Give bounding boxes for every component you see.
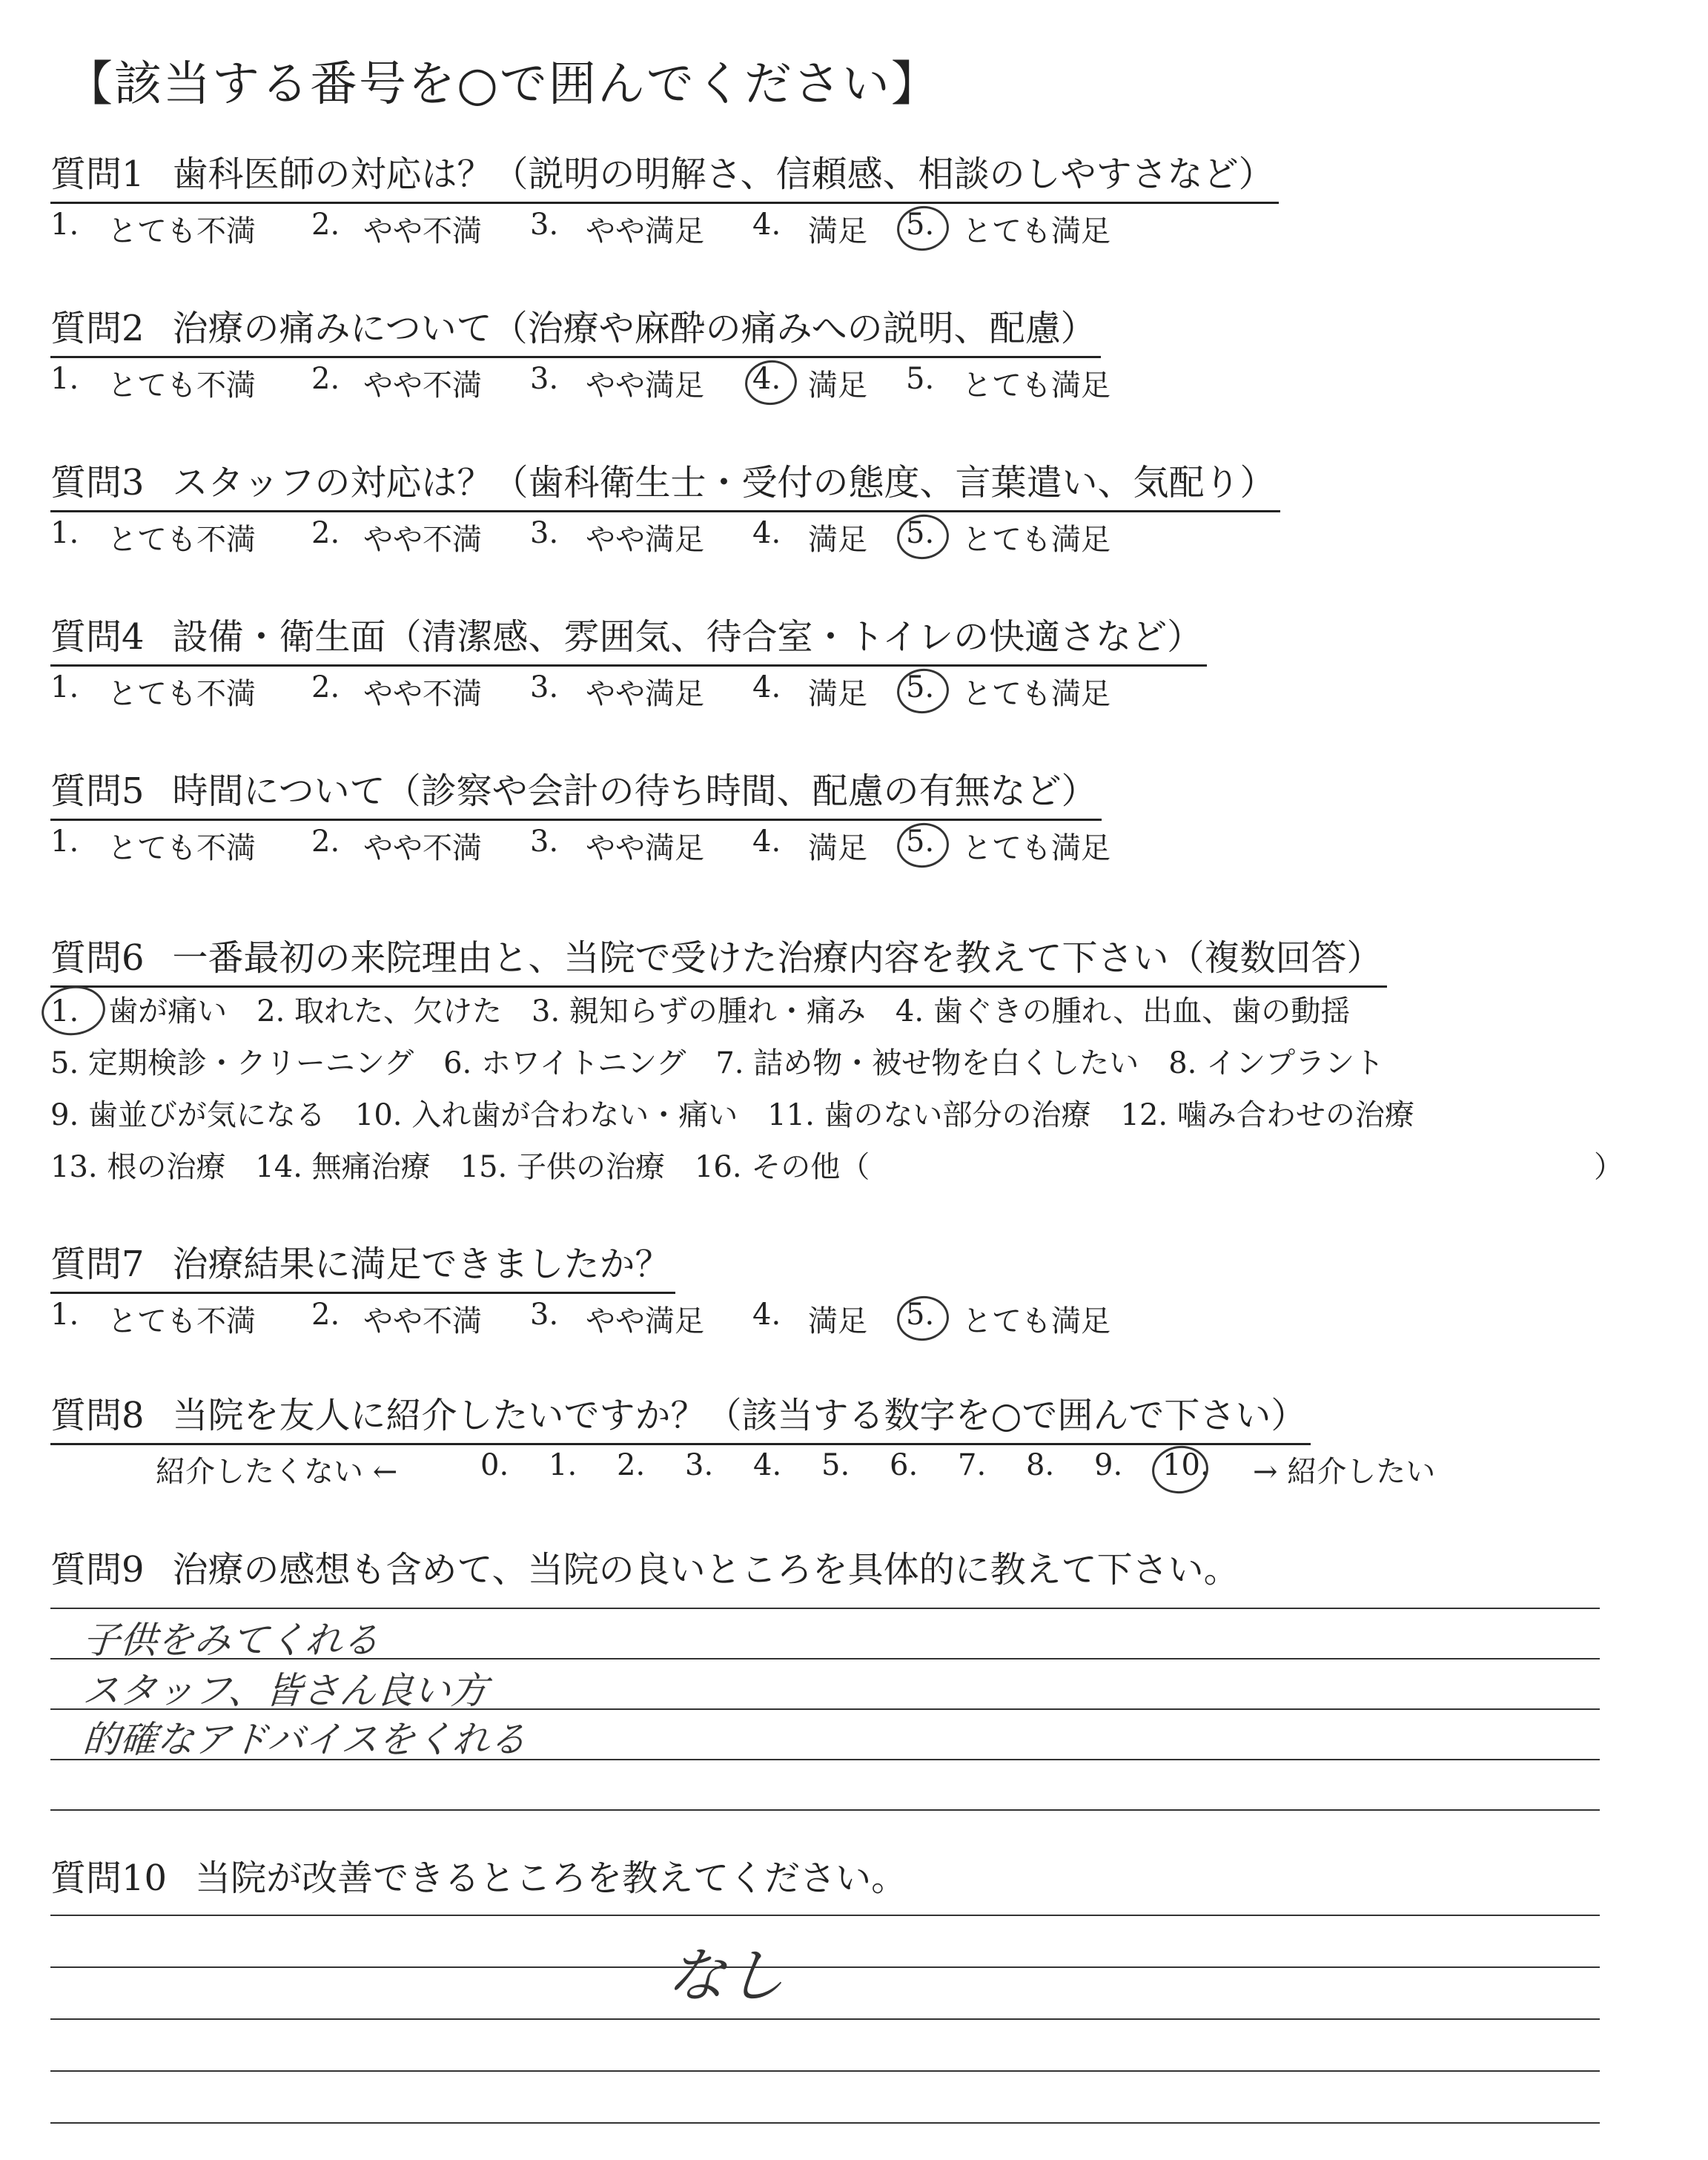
selected-circle bbox=[894, 1292, 952, 1344]
question-title: 質問7 治療結果に満足できましたか？ bbox=[50, 1237, 675, 1294]
rating-option: やや満足 bbox=[586, 677, 704, 711]
scale-left-label: 紹介したくない ← bbox=[156, 1455, 398, 1489]
rating-option: やや不満 bbox=[363, 214, 482, 248]
scale-number: 9. bbox=[1094, 1448, 1123, 1482]
rating-option: やや不満 bbox=[363, 369, 482, 403]
scale-number: 7. bbox=[958, 1448, 987, 1482]
rating-option: 4. bbox=[752, 1298, 781, 1332]
rating-option: 満足 bbox=[808, 831, 867, 865]
question-8 bbox=[50, 1388, 1311, 1445]
rating-option: とても不満 bbox=[107, 1304, 256, 1338]
rating-option: 満足 bbox=[808, 1304, 867, 1338]
question-1 bbox=[50, 147, 1279, 204]
rating-option: 3. bbox=[530, 362, 559, 396]
answer-line bbox=[50, 1608, 1600, 1609]
rating-option: とても不満 bbox=[107, 523, 256, 557]
rating-option: とても満足 bbox=[962, 214, 1110, 248]
answer-line bbox=[50, 1915, 1600, 1916]
selected-circle bbox=[894, 202, 952, 254]
question-title: 質問3 スタッフの対応は？（歯科衛生士・受付の態度、言葉遣い、気配り） bbox=[50, 455, 1280, 512]
rating-option: 4. bbox=[752, 208, 781, 242]
rating-option: やや満足 bbox=[586, 523, 704, 557]
scale-number: 6. bbox=[890, 1448, 918, 1482]
scale-number: 5. bbox=[821, 1448, 850, 1482]
rating-option: やや不満 bbox=[363, 831, 482, 865]
rating-option: 4. bbox=[752, 362, 781, 396]
question-3 bbox=[50, 455, 1280, 512]
rating-option: とても満足 bbox=[962, 369, 1110, 403]
rating-option: 2. bbox=[311, 670, 340, 704]
scale-number: 1. bbox=[549, 1448, 577, 1482]
q6-option-line: 9. 歯並びが気になる 10. 入れ歯が合わない・痛い 11. 歯のない部分の治療 12. 噛み合わせの治療 bbox=[50, 1098, 1414, 1132]
question-title: 質問6 一番最初の来院理由と、当院で受けた治療内容を教えて下さい（複数回答） bbox=[50, 931, 1387, 988]
rating-option: とても不満 bbox=[107, 677, 256, 711]
rating-option: やや不満 bbox=[363, 523, 482, 557]
rating-option: 満足 bbox=[808, 523, 867, 557]
question-title: 質問5 時間について（診察や会計の待ち時間、配慮の有無など） bbox=[50, 764, 1102, 821]
q6-option-line: 1. 歯が痛い 2. 取れた、欠けた 3. 親知らずの腫れ・痛み 4. 歯ぐきの腫れ、出血、歯の動揺 bbox=[50, 994, 1351, 1028]
question-title: 質問10 当院が改善できるところを教えてください。 bbox=[50, 1857, 907, 1899]
scale-number: 3. bbox=[685, 1448, 714, 1482]
rating-option: 3. bbox=[530, 208, 559, 242]
rating-option: やや不満 bbox=[363, 1304, 482, 1338]
rating-option: 5. bbox=[906, 1298, 935, 1332]
question-7 bbox=[50, 1237, 675, 1294]
rating-option: 2. bbox=[311, 825, 340, 859]
rating-option: やや満足 bbox=[586, 831, 704, 865]
rating-option: とても満足 bbox=[962, 1304, 1110, 1338]
question-9 bbox=[50, 1542, 1239, 1597]
question-title: 質問2 治療の痛みについて（治療や麻酔の痛みへの説明、配慮） bbox=[50, 301, 1101, 358]
question-10 bbox=[50, 1851, 907, 1906]
rating-option: 4. bbox=[752, 670, 781, 704]
selected-circle bbox=[742, 357, 800, 408]
rating-option: やや満足 bbox=[586, 1304, 704, 1338]
page-title: 【該当する番号を○で囲んでください】 bbox=[65, 57, 940, 112]
rating-option: 5. bbox=[906, 208, 935, 242]
selected-circle bbox=[894, 511, 952, 562]
rating-option: 1. bbox=[50, 1298, 79, 1332]
rating-option: 2. bbox=[311, 516, 340, 550]
rating-option: 1. bbox=[50, 362, 79, 396]
rating-option: とても不満 bbox=[107, 831, 256, 865]
answer-line bbox=[50, 2018, 1600, 2020]
rating-option: 5. bbox=[906, 825, 935, 859]
question-4 bbox=[50, 610, 1207, 667]
scale-number: 10. bbox=[1162, 1448, 1210, 1482]
rating-option: 2. bbox=[311, 1298, 340, 1332]
rating-option: 3. bbox=[530, 1298, 559, 1332]
answer-line bbox=[50, 1966, 1600, 1968]
scale-right-label: → 紹介したい bbox=[1253, 1455, 1436, 1489]
question-title: 質問9 治療の感想も含めて、当院の良いところを具体的に教えて下さい。 bbox=[50, 1549, 1239, 1591]
rating-option: 1. bbox=[50, 670, 79, 704]
rating-option: 2. bbox=[311, 362, 340, 396]
rating-option: 4. bbox=[752, 516, 781, 550]
selected-circle bbox=[894, 665, 952, 716]
rating-option: 1. bbox=[50, 208, 79, 242]
rating-option: とても満足 bbox=[962, 831, 1110, 865]
rating-option: 4. bbox=[752, 825, 781, 859]
rating-option: 1. bbox=[50, 516, 79, 550]
q6-option-line: 5. 定期検診・クリーニング 6. ホワイトニング 7. 詰め物・被せ物を白くしたい 8. インプラント bbox=[50, 1046, 1385, 1080]
answer-line bbox=[50, 1809, 1600, 1811]
rating-option: とても不満 bbox=[107, 214, 256, 248]
rating-option: やや満足 bbox=[586, 214, 704, 248]
rating-option: 5. bbox=[906, 670, 935, 704]
rating-option: 満足 bbox=[808, 214, 867, 248]
q6-option-line: 13. 根の治療 14. 無痛治療 15. 子供の治療 16. その他（ bbox=[50, 1150, 870, 1184]
answer-line bbox=[50, 2070, 1600, 2072]
rating-option: 2. bbox=[311, 208, 340, 242]
rating-option: 5. bbox=[906, 516, 935, 550]
question-title: 質問1 歯科医師の対応は？（説明の明解さ、信頼感、相談のしやすさなど） bbox=[50, 147, 1279, 204]
answer-line bbox=[50, 2122, 1600, 2124]
rating-option: 満足 bbox=[808, 369, 867, 403]
scale-number: 8. bbox=[1026, 1448, 1055, 1482]
question-6 bbox=[50, 931, 1387, 988]
rating-option: 5. bbox=[906, 362, 935, 396]
scale-number: 4. bbox=[753, 1448, 782, 1482]
handwritten-answer: なし bbox=[664, 1941, 788, 2010]
rating-option: とても不満 bbox=[107, 369, 256, 403]
rating-option: 1. bbox=[50, 825, 79, 859]
handwritten-answer: スタッフ、皆さん良い方 bbox=[81, 1669, 489, 1712]
question-title: 質問4 設備・衛生面（清潔感、雰囲気、待合室・トイレの快適さなど） bbox=[50, 610, 1207, 667]
q6-close-paren: ） bbox=[1594, 1150, 1623, 1184]
rating-option: やや不満 bbox=[363, 677, 482, 711]
rating-option: 満足 bbox=[808, 677, 867, 711]
selected-circle bbox=[894, 819, 952, 871]
handwritten-answer: 的確なアドバイスをくれる bbox=[81, 1718, 529, 1761]
rating-option: とても満足 bbox=[962, 523, 1110, 557]
rating-option: 3. bbox=[530, 516, 559, 550]
question-2 bbox=[50, 301, 1101, 358]
rating-option: 3. bbox=[530, 670, 559, 704]
rating-option: とても満足 bbox=[962, 677, 1110, 711]
question-title: 質問8 当院を友人に紹介したいですか？（該当する数字を○で囲んで下さい） bbox=[50, 1388, 1311, 1445]
scale-number: 0. bbox=[480, 1448, 509, 1482]
scale-number: 2. bbox=[617, 1448, 646, 1482]
question-5 bbox=[50, 764, 1102, 821]
rating-option: 3. bbox=[530, 825, 559, 859]
rating-option: やや満足 bbox=[586, 369, 704, 403]
handwritten-answer: 子供をみてくれる bbox=[81, 1619, 381, 1662]
